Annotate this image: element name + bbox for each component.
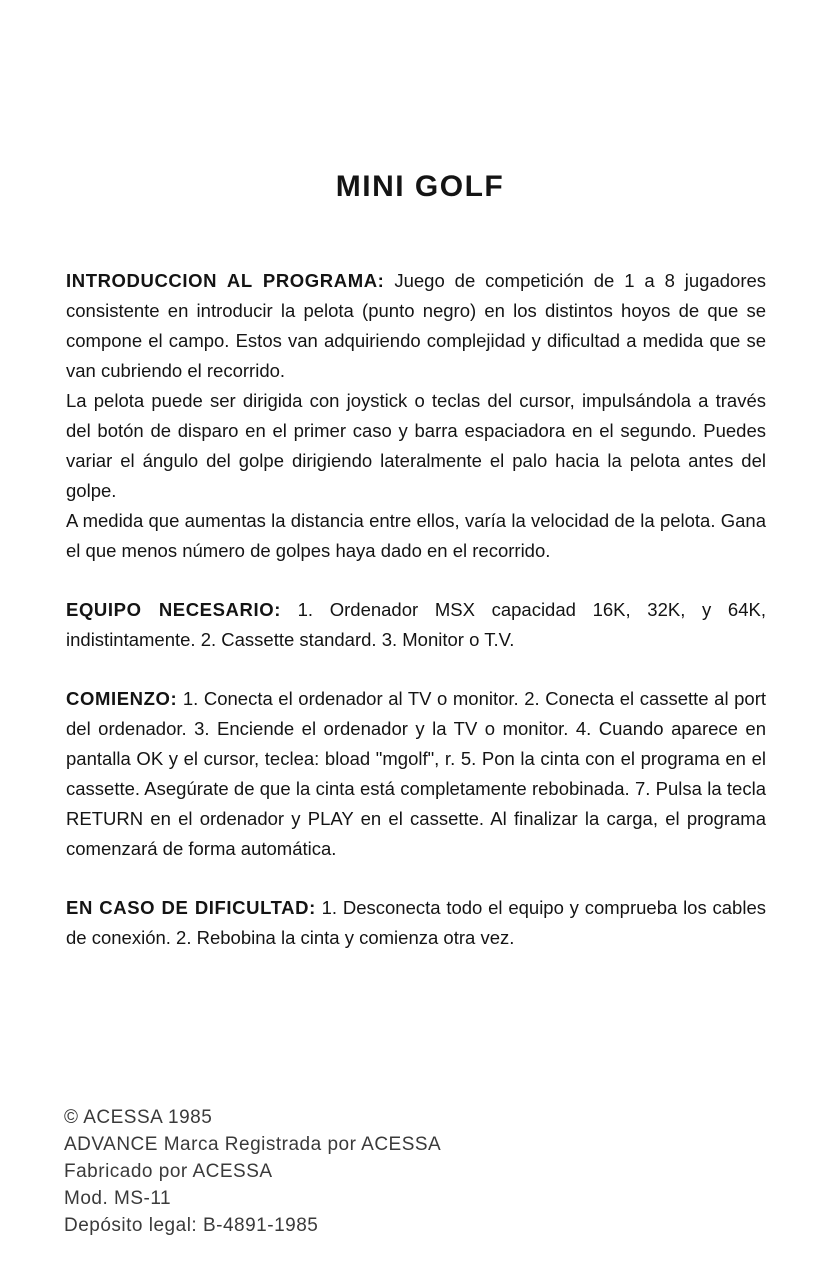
model-line: Mod. MS-11	[64, 1188, 172, 1209]
section-start	[66, 684, 766, 864]
intro-paragraph-3: A medida que aumentas la distancia entre ellos, varía la velocidad de la pelota. Gana el que menos número de golpes haya dado en el recorrido.	[66, 510, 766, 561]
publisher-footer	[64, 1104, 441, 1239]
troubleshooting-heading: EN CASO DE DIFICULTAD:	[66, 897, 316, 918]
page-title: MINI GOLF	[335, 170, 505, 203]
start-heading: COMIENZO:	[66, 688, 178, 709]
section-introduction	[66, 266, 766, 566]
start-paragraph	[66, 684, 766, 864]
legal-deposit-line: Depósito legal: B-4891-1985	[64, 1215, 319, 1236]
intro-text-1: Juego de competición de 1 a 8 jugadores consistente en introducir la pelota (punto negro) en los distintos hoyos de que se compone el campo. Estos van adquiriendo complejidad y dificultad a medida que se van cubriendo el recorrido.	[66, 270, 767, 381]
troubleshooting-paragraph	[66, 893, 766, 953]
instructions-body	[66, 266, 766, 982]
equipment-text: 1. Ordenador MSX capacidad 16K, 32K, y 64K, indistintamente. 2. Cassette standard. 3. Monitor o T.V.	[66, 599, 766, 650]
equipment-paragraph	[66, 595, 766, 655]
start-text: 1. Conecta el ordenador al TV o monitor. 2. Conecta el cassette al port del ordenador. 3. Enciende el ordenador y la TV o monitor. 4. Cuando aparece en pantalla OK y el cursor, teclea: bload "mgolf", r. 5. Pon la cinta con el programa en el cassette. Asegúrate de que la cinta está completamente rebobinada. 7. Pulsa la tecla RETURN en el ordenador y PLAY en el cassette. Al finalizar la carga, el programa comenzará de forma automática.	[66, 688, 767, 859]
intro-heading: INTRODUCCION AL PROGRAMA:	[66, 270, 385, 291]
trademark-line: ADVANCE Marca Registrada por ACESSA	[64, 1134, 442, 1155]
section-equipment	[66, 595, 766, 655]
manufacturer-line: Fabricado por ACESSA	[64, 1161, 273, 1182]
intro-paragraph-2: La pelota puede ser dirigida con joystick o teclas del cursor, impulsándola a través del botón de disparo en el primer caso y barra espaciadora en el segundo. Puedes variar el ángulo del golpe dirigiendo lateralmente el palo hacia la pelota antes del golpe.	[66, 390, 766, 501]
copyright-line: © ACESSA 1985	[64, 1107, 213, 1128]
equipment-heading: EQUIPO NECESARIO:	[66, 599, 281, 620]
troubleshooting-text: 1. Desconecta todo el equipo y comprueba los cables de conexión. 2. Rebobina la cinta y comienza otra vez.	[66, 897, 766, 948]
intro-paragraph-1	[66, 266, 766, 386]
section-troubleshooting	[66, 893, 766, 953]
